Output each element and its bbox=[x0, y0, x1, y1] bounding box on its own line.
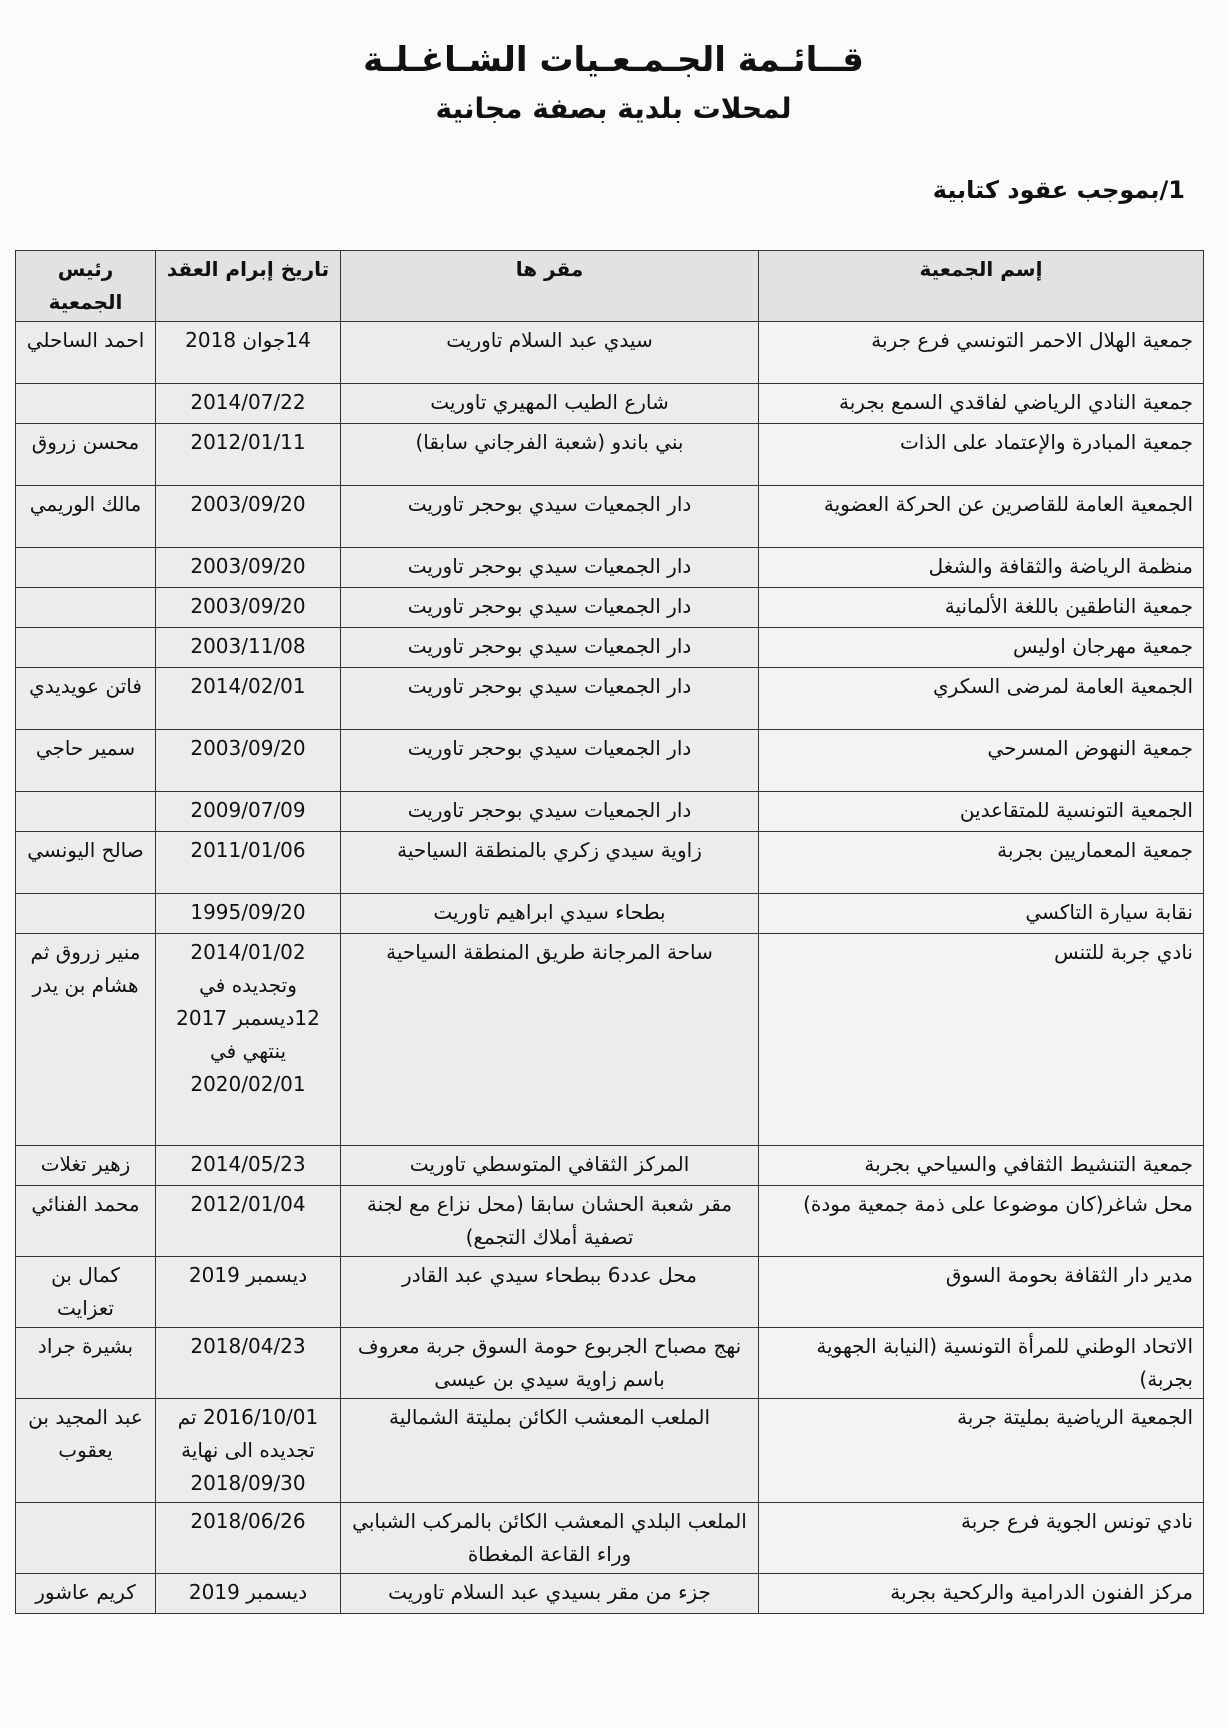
cell-date: 2011/01/06 bbox=[156, 832, 341, 894]
cell-president bbox=[16, 384, 156, 424]
header-date: تاريخ إبرام العقد bbox=[156, 251, 341, 322]
cell-seat: دار الجمعيات سيدي بوحجر تاوريت bbox=[341, 486, 759, 548]
table-row bbox=[16, 424, 1204, 486]
cell-date: 2012/01/11 bbox=[156, 424, 341, 486]
cell-name: الجمعية العامة للقاصرين عن الحركة العضوية bbox=[759, 486, 1204, 548]
cell-date: 2014/01/02 وتجديده في 12ديسمبر 2017 ينتهي في 2020/02/01 bbox=[156, 934, 341, 1146]
cell-date: 2018/06/26 bbox=[156, 1503, 341, 1574]
cell-date: 2003/09/20 bbox=[156, 588, 341, 628]
table-row bbox=[16, 1503, 1204, 1574]
cell-president: كمال بن تعزايت bbox=[16, 1257, 156, 1328]
cell-date: 2003/09/20 bbox=[156, 730, 341, 792]
cell-date: 2016/10/01 تم تجديده الى نهاية 2018/09/30 bbox=[156, 1399, 341, 1503]
cell-president: محسن زروق bbox=[16, 424, 156, 486]
cell-president bbox=[16, 588, 156, 628]
document-subtitle: لمحلات بلدية بصفة مجانية bbox=[435, 92, 792, 125]
cell-seat: نهج مصباح الجربوع حومة السوق جربة معروف باسم زاوية سيدي بن عيسى bbox=[341, 1328, 759, 1399]
cell-seat: الملعب المعشب الكائن بمليتة الشمالية bbox=[341, 1399, 759, 1503]
cell-name: نقابة سيارة التاكسي bbox=[759, 894, 1204, 934]
cell-seat: دار الجمعيات سيدي بوحجر تاوريت bbox=[341, 792, 759, 832]
cell-name: جمعية المبادرة والإعتماد على الذات bbox=[759, 424, 1204, 486]
table-row bbox=[16, 322, 1204, 384]
cell-president: بشيرة جراد bbox=[16, 1328, 156, 1399]
cell-date: 2003/11/08 bbox=[156, 628, 341, 668]
cell-date: 1995/09/20 bbox=[156, 894, 341, 934]
cell-name: جمعية الهلال الاحمر التونسي فرع جربة bbox=[759, 322, 1204, 384]
table-row bbox=[16, 1328, 1204, 1399]
cell-date: 2012/01/04 bbox=[156, 1186, 341, 1257]
cell-name: جمعية مهرجان اوليس bbox=[759, 628, 1204, 668]
cell-name: نادي جربة للتنس bbox=[759, 934, 1204, 1146]
cell-seat: مقر شعبة الحشان سابقا (محل نزاع مع لجنة تصفية أملاك التجمع) bbox=[341, 1186, 759, 1257]
cell-name: الجمعية التونسية للمتقاعدين bbox=[759, 792, 1204, 832]
header-name: إسم الجمعية bbox=[759, 251, 1204, 322]
document-title: قــائـمة الجـمـعـيات الشـاغـلـة bbox=[363, 40, 864, 80]
cell-name: محل شاغر(كان موضوعا على ذمة جمعية مودة) bbox=[759, 1186, 1204, 1257]
cell-president: منير زروق ثم هشام بن يدر bbox=[16, 934, 156, 1146]
cell-president: فاتن عويديدي bbox=[16, 668, 156, 730]
table-row bbox=[16, 792, 1204, 832]
table-row bbox=[16, 1257, 1204, 1328]
cell-president bbox=[16, 792, 156, 832]
table-row bbox=[16, 730, 1204, 792]
cell-seat: دار الجمعيات سيدي بوحجر تاوريت bbox=[341, 730, 759, 792]
table-row bbox=[16, 628, 1204, 668]
table-row bbox=[16, 486, 1204, 548]
cell-president: سمير حاجي bbox=[16, 730, 156, 792]
cell-president: عبد المجيد بن يعقوب bbox=[16, 1399, 156, 1503]
cell-date: 2014/07/22 bbox=[156, 384, 341, 424]
cell-president bbox=[16, 628, 156, 668]
cell-date: 2009/07/09 bbox=[156, 792, 341, 832]
cell-date: 2014/05/23 bbox=[156, 1146, 341, 1186]
cell-date: 2003/09/20 bbox=[156, 486, 341, 548]
cell-seat: بني باندو (شعبة الفرجاني سابقا) bbox=[341, 424, 759, 486]
cell-president: مالك الوريمي bbox=[16, 486, 156, 548]
cell-president: كريم عاشور bbox=[16, 1574, 156, 1614]
cell-seat: ساحة المرجانة طريق المنطقة السياحية bbox=[341, 934, 759, 1146]
cell-president bbox=[16, 548, 156, 588]
table-row bbox=[16, 1574, 1204, 1614]
cell-date: 2014/02/01 bbox=[156, 668, 341, 730]
table-row bbox=[16, 668, 1204, 730]
cell-seat: دار الجمعيات سيدي بوحجر تاوريت bbox=[341, 628, 759, 668]
cell-date: ديسمبر 2019 bbox=[156, 1257, 341, 1328]
cell-seat: دار الجمعيات سيدي بوحجر تاوريت bbox=[341, 668, 759, 730]
cell-name: الجمعية العامة لمرضى السكري bbox=[759, 668, 1204, 730]
table-row bbox=[16, 1146, 1204, 1186]
cell-name: مركز الفنون الدرامية والركحية بجربة bbox=[759, 1574, 1204, 1614]
cell-name: نادي تونس الجوية فرع جربة bbox=[759, 1503, 1204, 1574]
cell-president bbox=[16, 894, 156, 934]
section-heading: 1/بموجب عقود كتابية bbox=[932, 176, 1185, 204]
cell-seat: زاوية سيدي زكري بالمنطقة السياحية bbox=[341, 832, 759, 894]
table-header-row bbox=[16, 251, 1204, 322]
table-row bbox=[16, 588, 1204, 628]
table-row bbox=[16, 384, 1204, 424]
table-row bbox=[16, 832, 1204, 894]
table-body bbox=[16, 322, 1204, 1614]
cell-seat: شارع الطيب المهيري تاوريت bbox=[341, 384, 759, 424]
cell-name: الجمعية الرياضية بمليتة جربة bbox=[759, 1399, 1204, 1503]
cell-name: مدير دار الثقافة بحومة السوق bbox=[759, 1257, 1204, 1328]
table-row bbox=[16, 894, 1204, 934]
header-president: رئيس الجمعية bbox=[16, 251, 156, 322]
cell-name: جمعية التنشيط الثقافي والسياحي بجربة bbox=[759, 1146, 1204, 1186]
cell-seat: محل عدد6 ببطحاء سيدي عبد القادر bbox=[341, 1257, 759, 1328]
cell-seat: الملعب البلدي المعشب الكائن بالمركب الشبابي وراء القاعة المغطاة bbox=[341, 1503, 759, 1574]
cell-name: جمعية النادي الرياضي لفاقدي السمع بجربة bbox=[759, 384, 1204, 424]
cell-date: 2018/04/23 bbox=[156, 1328, 341, 1399]
cell-president: احمد الساحلي bbox=[16, 322, 156, 384]
cell-president: صالح اليونسي bbox=[16, 832, 156, 894]
cell-name: منظمة الرياضة والثقافة والشغل bbox=[759, 548, 1204, 588]
cell-name: الاتحاد الوطني للمرأة التونسية (النيابة الجهوية بجربة) bbox=[759, 1328, 1204, 1399]
table-row bbox=[16, 1186, 1204, 1257]
associations-table bbox=[15, 250, 1204, 1614]
header-seat: مقر ها bbox=[341, 251, 759, 322]
cell-president: زهير تغلات bbox=[16, 1146, 156, 1186]
cell-president bbox=[16, 1503, 156, 1574]
cell-name: جمعية النهوض المسرحي bbox=[759, 730, 1204, 792]
cell-seat: جزء من مقر بسيدي عبد السلام تاوريت bbox=[341, 1574, 759, 1614]
cell-seat: المركز الثقافي المتوسطي تاوريت bbox=[341, 1146, 759, 1186]
cell-name: جمعية الناطقين باللغة الألمانية bbox=[759, 588, 1204, 628]
cell-date: 2003/09/20 bbox=[156, 548, 341, 588]
cell-seat: بطحاء سيدي ابراهيم تاوريت bbox=[341, 894, 759, 934]
table-row bbox=[16, 548, 1204, 588]
cell-seat: دار الجمعيات سيدي بوحجر تاوريت bbox=[341, 548, 759, 588]
cell-name: جمعية المعماريين بجربة bbox=[759, 832, 1204, 894]
table-row bbox=[16, 1399, 1204, 1503]
table-row bbox=[16, 934, 1204, 1146]
cell-seat: دار الجمعيات سيدي بوحجر تاوريت bbox=[341, 588, 759, 628]
cell-seat: سيدي عبد السلام تاوريت bbox=[341, 322, 759, 384]
cell-date: ديسمبر 2019 bbox=[156, 1574, 341, 1614]
cell-date: 14جوان 2018 bbox=[156, 322, 341, 384]
cell-president: محمد الفنائي bbox=[16, 1186, 156, 1257]
